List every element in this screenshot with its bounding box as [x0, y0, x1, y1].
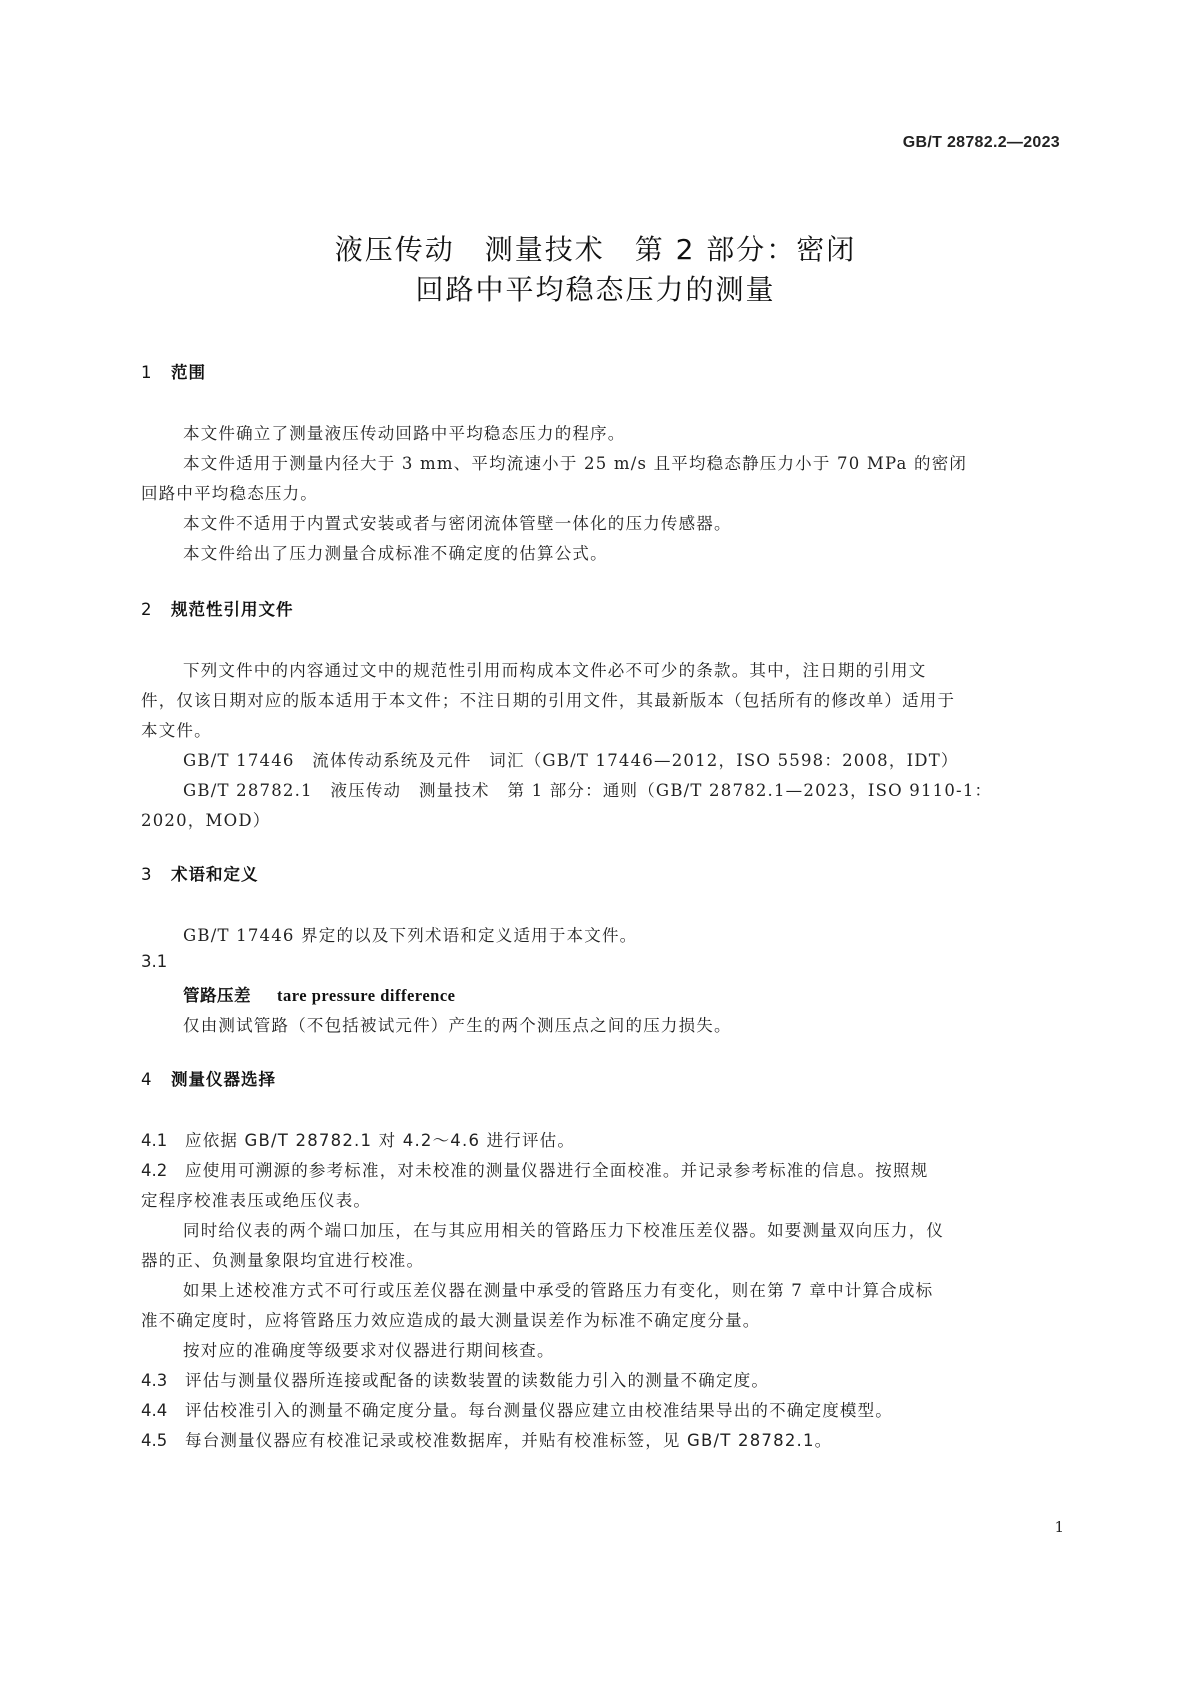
clause-text: 应依据 GB/T 28782.1 对 4.2～4.6 进行评估。: [185, 1131, 576, 1150]
paragraph: 本文件确立了测量液压传动回路中平均稳态压力的程序。: [183, 424, 626, 443]
clause-4-4: [141, 1397, 893, 1421]
paragraph: 本文件不适用于内置式安装或者与密闭流体管壁一体化的压力传感器。: [183, 514, 732, 533]
standard-code: GB/T 28782.2—2023: [902, 134, 1060, 151]
paragraph-continuation: 本文件。: [141, 721, 212, 740]
clause-4-1: [141, 1127, 575, 1151]
clause-text: 评估与测量仪器所连接或配备的读数装置的读数能力引入的测量不确定度。: [185, 1371, 770, 1390]
clause-text: 评估校准引入的测量不确定度分量。每台测量仪器应建立由校准结果导出的不确定度模型。: [185, 1401, 893, 1420]
paragraph: 本文件给出了压力测量合成标准不确定度的估算公式。: [183, 544, 608, 563]
paragraph: 本文件适用于测量内径大于 3 mm、平均流速小于 25 m/s 且平均稳态静压力小于 70 MPa 的密闭: [183, 454, 968, 473]
clause-number: 4.4: [141, 1401, 168, 1420]
paragraph: 下列文件中的内容通过文中的规范性引用而构成本文件必不可少的条款。其中，注日期的引用文: [183, 661, 927, 680]
paragraph: 如果上述校准方式不可行或压差仪器在测量中承受的管路压力有变化，则在第 7 章中计算合成标: [183, 1281, 934, 1300]
section-4-heading: [141, 1066, 276, 1090]
paragraph: GB/T 17446 界定的以及下列术语和定义适用于本文件。: [183, 926, 638, 945]
section-number: 1: [141, 363, 153, 382]
section-title: 术语和定义: [171, 865, 259, 884]
normative-reference: GB/T 28782.1 液压传动 测量技术 第 1 部分：通则（GB/T 28782.1—2023，ISO 9110-1：: [183, 781, 993, 800]
clause-number: 4.5: [141, 1431, 168, 1450]
clause-text: 应使用可溯源的参考标准，对未校准的测量仪器进行全面校准。并记录参考标准的信息。按照规: [185, 1161, 929, 1180]
term-english: tare pressure difference: [277, 986, 456, 1005]
term-definition: 仅由测试管路（不包括被试元件）产生的两个测压点之间的压力损失。: [183, 1016, 732, 1035]
term-chinese: 管路压差: [183, 986, 251, 1005]
clause-number: 4.2: [141, 1161, 168, 1180]
clause-4-2: [141, 1157, 928, 1181]
paragraph-continuation: 准不确定度时，应将管路压力效应造成的最大测量误差作为标准不确定度分量。: [141, 1311, 761, 1330]
paragraph-continuation: 回路中平均稳态压力。: [141, 484, 318, 503]
normative-reference-continuation: 2020，MOD）: [141, 811, 271, 830]
clause-number: 4.3: [141, 1371, 168, 1390]
document-title-line-2: 回路中平均稳态压力的测量: [415, 273, 776, 306]
section-title: 范围: [171, 363, 206, 382]
clause-number: 4.1: [141, 1131, 168, 1150]
section-title: 测量仪器选择: [171, 1070, 276, 1089]
paragraph: 同时给仪表的两个端口加压，在与其应用相关的管路压力下校准压差仪器。如要测量双向压力，仪: [183, 1221, 945, 1240]
clause-4-5: [141, 1427, 832, 1451]
section-number: 2: [141, 600, 153, 619]
term-number: 3.1: [141, 952, 168, 971]
normative-reference: GB/T 17446 流体传动系统及元件 词汇（GB/T 17446—2012，ISO 5598：2008，IDT）: [183, 751, 959, 770]
term-entry: [183, 982, 455, 1006]
section-number: 3: [141, 865, 153, 884]
paragraph-continuation: 器的正、负测量象限均宜进行校准。: [141, 1251, 425, 1270]
paragraph: 按对应的准确度等级要求对仪器进行期间核查。: [183, 1341, 555, 1360]
clause-text: 每台测量仪器应有校准记录或校准数据库，并贴有校准标签，见 GB/T 28782.1。: [185, 1431, 833, 1450]
section-number: 4: [141, 1070, 153, 1089]
section-3-heading: [141, 861, 259, 885]
page-number: 1: [1054, 1518, 1064, 1536]
paragraph-continuation: 件，仅该日期对应的版本适用于本文件；不注日期的引用文件，其最新版本（包括所有的修改单）适用于: [141, 691, 956, 710]
section-2-heading: [141, 596, 294, 620]
section-title: 规范性引用文件: [171, 600, 294, 619]
paragraph-continuation: 定程序校准表压或绝压仪表。: [141, 1191, 372, 1210]
document-title-line-1: 液压传动 测量技术 第 2 部分：密闭: [334, 233, 857, 266]
section-1-heading: [141, 359, 206, 383]
clause-4-3: [141, 1367, 769, 1391]
